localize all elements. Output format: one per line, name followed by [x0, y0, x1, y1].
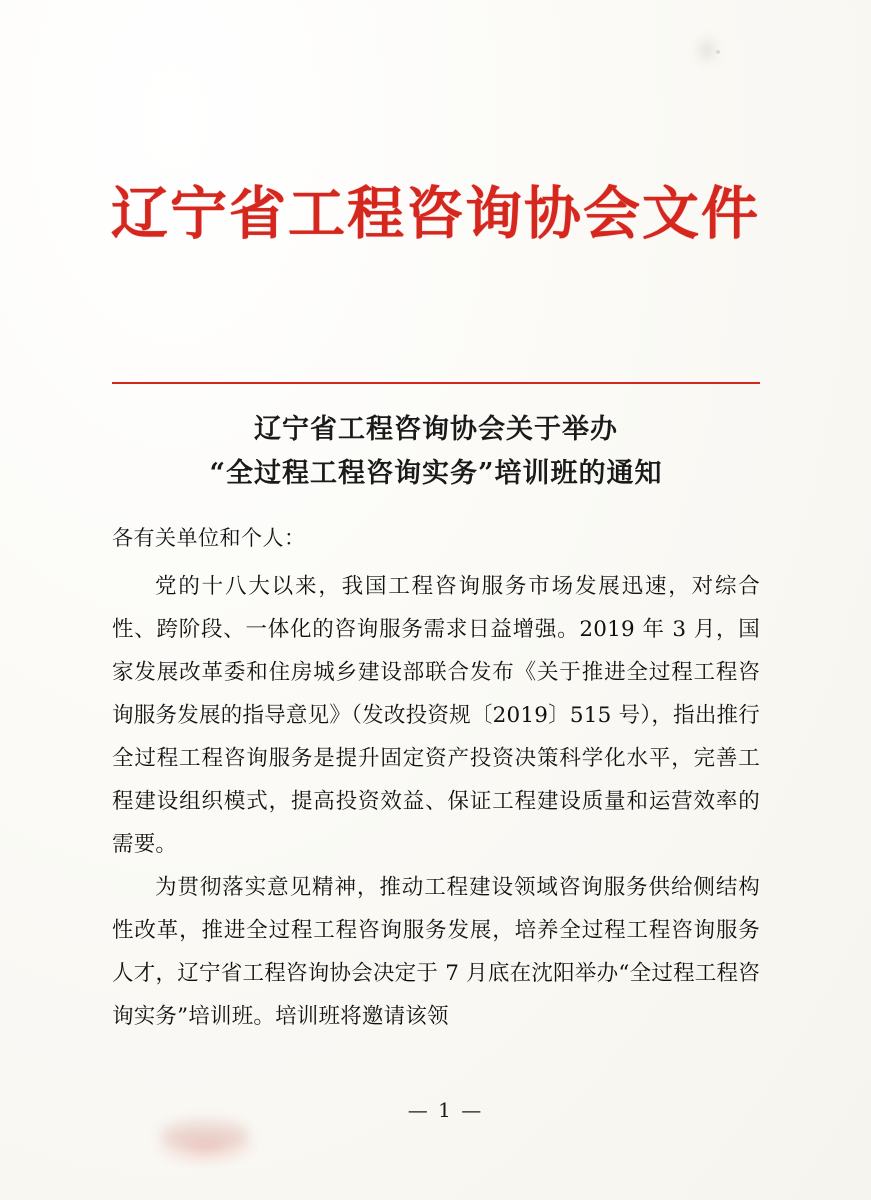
- subject-line-2: “全过程工程咨询实务”培训班的通知: [209, 458, 663, 489]
- scan-smudge: [700, 40, 714, 60]
- subject-line-1: 辽宁省工程咨询协会关于举办: [254, 414, 618, 445]
- document-body: [112, 565, 760, 1038]
- document-header-title: 辽宁省工程咨询协会文件: [111, 180, 760, 247]
- scan-speck: [716, 50, 720, 54]
- body-paragraph-2: 为贯彻落实意见精神，推动工程建设领域咨询服务供给侧结构性改革，推进全过程工程咨询服务发展，培养全过程工程咨询服务人才，辽宁省工程咨询协会决定于 7 月底在沈阳举办“全过程工程咨询实务”培训班。培训班将邀请该领: [112, 875, 760, 1029]
- document-subject: [112, 408, 760, 496]
- faint-stamp-mark: [150, 1126, 260, 1170]
- page-number-text: — 1 —: [407, 1098, 484, 1122]
- red-divider-rule: [112, 382, 760, 384]
- salutation: 各有关单位和个人：: [112, 526, 306, 550]
- page-number: [0, 1098, 871, 1122]
- body-paragraph-1: 党的十八大以来，我国工程咨询服务市场发展迅速，对综合性、跨阶段、一体化的咨询服务需求日益增强。2019 年 3 月，国家发展改革委和住房城乡建设部联合发布《关于推进全过程工程咨询服务发展的指导意见》（发改投资规〔2019〕515 号），指出推行全过程工程咨询服务是提升固定资产投资决策科学化水平，完善工程建设组织模式，提高投资效益、保证工程建设质量和运营效率的需要。: [112, 574, 760, 857]
